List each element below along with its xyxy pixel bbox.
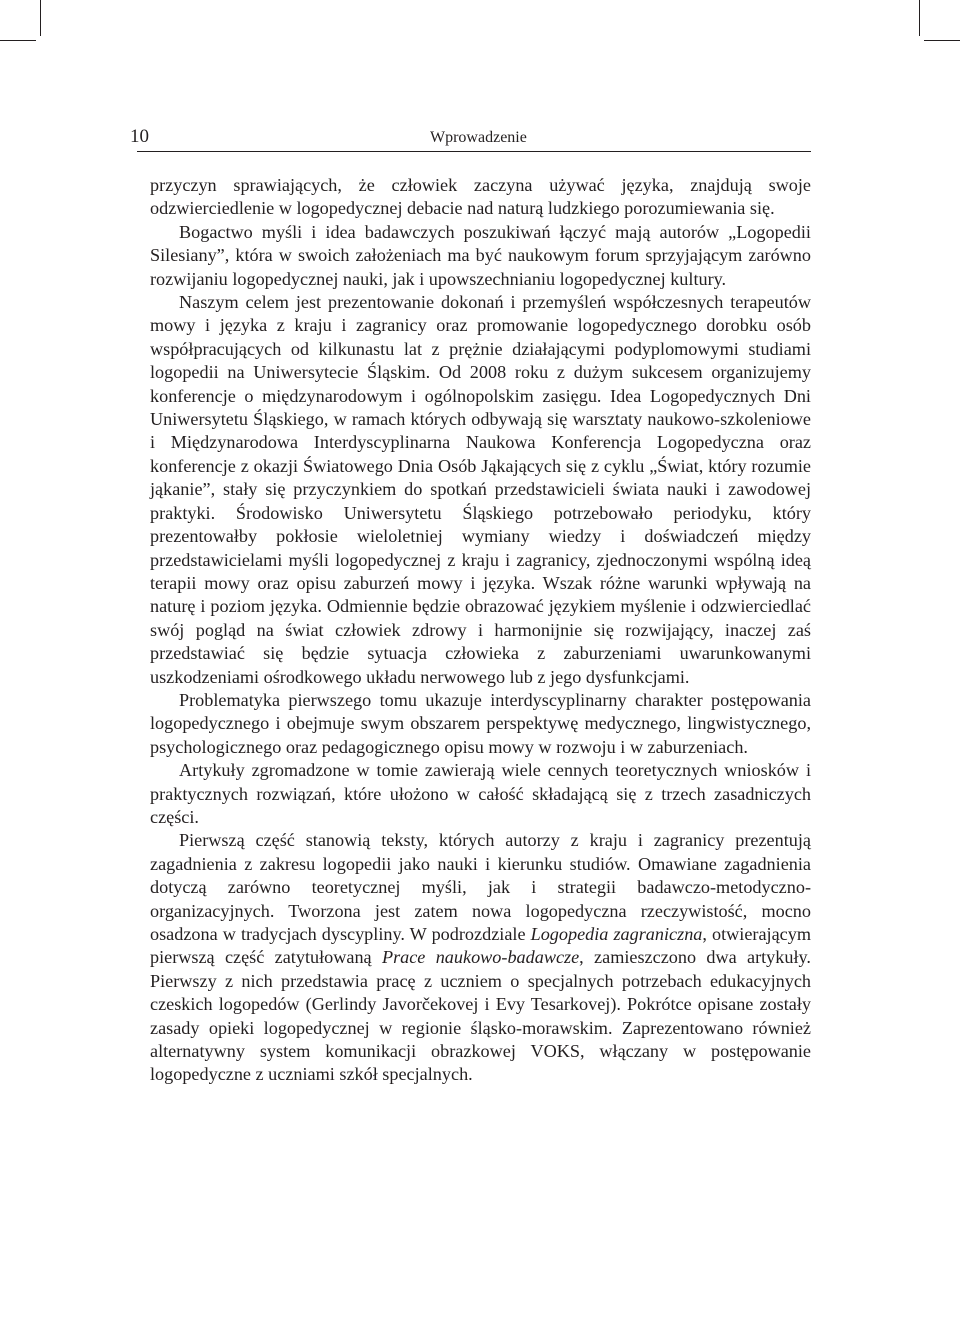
running-head: Wprowadzenie: [430, 129, 527, 146]
paragraph-text: Artykuły zgromadzone w tomie zawierają wiele cennych teoretycznych wniosków i praktycznych rozwiązań, które ułożono w całość składającą się z trzech zasadniczych części.: [150, 760, 811, 827]
paragraph-text: Problematyka pierwszego tomu ukazuje interdyscyplinarny charakter postępowania logopedycznego i obejmuje swym obszarem perspektywę medycznego, lingwistycznego, psychologicznego oraz pedagogicznego opisu mowy w rozwoju i w zaburzeniach.: [150, 689, 811, 757]
paragraph-5: [150, 759, 811, 829]
paragraph-6: [150, 829, 811, 1086]
crop-mark-top-left: [40, 0, 41, 36]
paragraph-4: [150, 689, 811, 759]
body-text: [150, 174, 811, 1087]
italic-title-logopedia-zagraniczna: Logopedia zagraniczna: [530, 924, 703, 944]
page-number: 10: [130, 126, 149, 147]
crop-mark-right-top: [924, 40, 960, 41]
paragraph-3: [150, 291, 811, 689]
italic-title-prace-naukowo-badawcze: Prace naukowo-badawcze: [381, 947, 580, 968]
crop-mark-left-top: [0, 40, 36, 41]
paragraph-1: [150, 174, 811, 221]
paragraph-text: przyczyn sprawiających, że człowiek zaczyna używać języka, znajdują swoje odzwierciedlenie w logopedycznej debacie nad naturą ludzkiego porozumiewania się.: [150, 175, 811, 219]
paragraph-text: , otwierającym pierwszą część zatytułowaną: [150, 924, 811, 968]
header-rule: [137, 151, 811, 152]
paragraph-text: Pierwszą część stanowią teksty, których autorzy z kraju i zagranicy prezentują zagadnienia z zakresu logopedii jako nauki i kierunku studiów. Omawiane zagadnienia dotyczą zarówno teoretycznej myśli, jak i strategii badawczo-metodyczno-organizacyjnych. Tworzona jest zatem nowa logopedyczna rzeczywistość, mocno osadzona w tradycjach dyscypliny. W podrozdziale: [150, 830, 811, 944]
paragraph-text: Naszym celem jest prezentowanie dokonań i przemyśleń współczesnych terapeutów mowy i języka z kraju i zagranicy oraz promowanie logopedycznego dorobku osób współpracujących od kilkunastu lat z prężnie działającymi podyplomowymi studiami logopedii na Uniwersytecie Śląskim. Od 2008 roku z dużym sukcesem organizujemy konferencje o międzynarodowym i ogólnopolskim zasięgu. Idea Logopedycznych Dni Uniwersytetu Śląskiego, w ramach których odbywają się warsztaty naukowo-szkoleniowe i Międzynarodowa Interdyscyplinarna Naukowa Konferencja Logopedyczna oraz konferencje z okazji Światowego Dnia Osób Jąkających się z cyklu „Świat, który rozumie jąkanie”, stały się przyczynkiem do spotkań przedstawicieli świata nauki i zawodowej praktyki. Środowisko Uniwersytetu Śląskiego potrzebowało periodyku, który prezentowałby pokłosie wieloletniej wymiany wiedzy i doświadczeń między przedstawicielami myśli logopedycznej z kraju i zagranicy, zjednoczonymi wspólną ideą terapii mowy oraz opisu zaburzeń mowy i języka. Wszak różne warunki wpływają na naturę i poziom języka. Odmiennie będzie obrazować językiem myślenie i odzwierciedlać swój pogląd na świat człowiek zdrowy i harmonijnie się rozwijający, inaczej zaś przedstawiać się będzie sytuacja człowieka z zaburzeniami uwarunkowanymi uszkodzeniami ośrodkowego układu nerwowego lub z jego dysfunkcjami.: [150, 292, 811, 687]
paragraph-2: [150, 221, 811, 291]
paragraph-text: , zamieszczono dwa artykuły. Pierwszy z nich przedstawia pracę z uczniem o specjalnych potrzebach edukacyjnych czeskich logopedów (Gerlindy Javorčekovej i Evy Tesarkovej). Pokrótce opisane zostały zasady opieki logopedycznej w regionie śląsko-morawskim. Zaprezentowano również alternatywny system komunikacji obrazkowej VOKS, włączany w postępowanie logopedyczne z uczniami szkół specjalnych.: [150, 947, 811, 1085]
crop-mark-top-right: [919, 0, 920, 36]
paragraph-text: Bogactwo myśli i idea badawczych poszukiwań łączyć mają autorów „Logopedii Silesiany”, która w swoich założeniach ma być naukowym forum sprzyjającym zarówno rozwijaniu logopedycznej nauki, jak i upowszechnianiu logopedycznej kultury.: [150, 221, 811, 289]
page-header: [130, 124, 810, 154]
